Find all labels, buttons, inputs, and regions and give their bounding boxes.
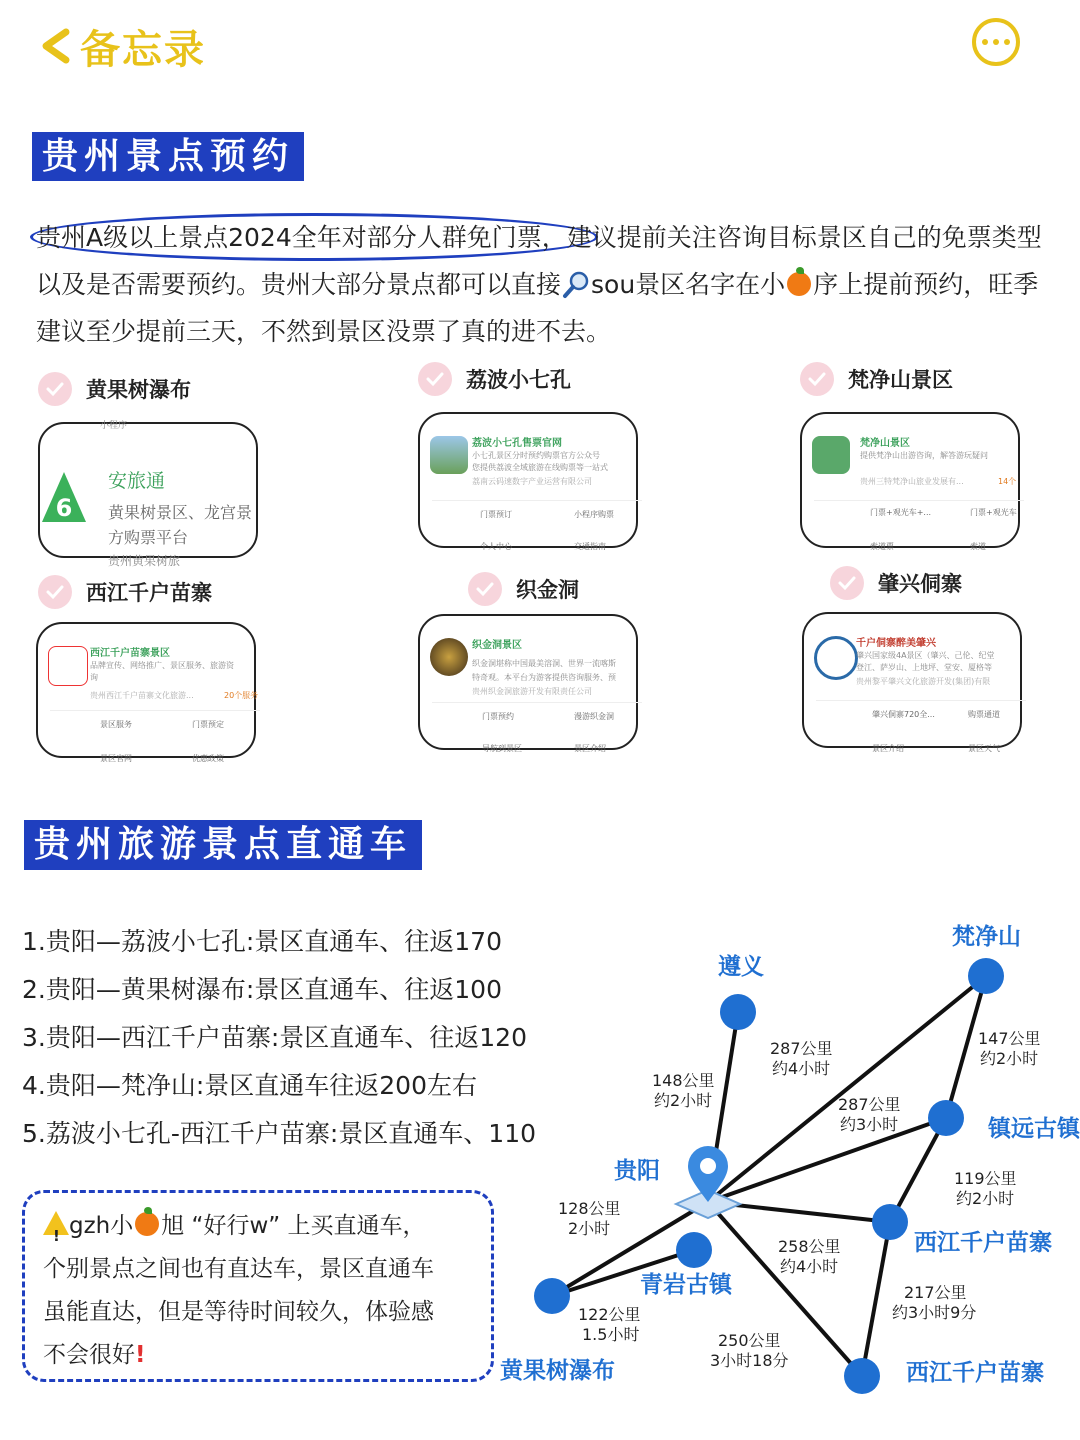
svg-text:122公里: 122公里 <box>578 1305 641 1324</box>
zhaoxing-logo <box>814 636 858 680</box>
check-icon <box>38 575 72 609</box>
card-button[interactable]: 肇兴侗寨720全... <box>872 710 935 719</box>
svg-text:148公里: 148公里 <box>652 1071 715 1090</box>
card-button[interactable]: 门票预约 <box>482 712 514 721</box>
svg-text:6: 6 <box>55 494 73 522</box>
miniapp-card-xijiang[interactable]: 西江千户苗寨景区 品牌宣传、网络推广、景区服务、旅游资 询 贵州西江千户苗寨文化旅游... 20个服务 景区服务 门票预定 景区官网 优惠政策 <box>36 622 256 758</box>
svg-text:258公里: 258公里 <box>778 1237 841 1256</box>
section-title-reservation: 贵州景点预约 <box>32 132 304 181</box>
svg-text:128公里: 128公里 <box>558 1199 621 1218</box>
svg-text:147公里: 147公里 <box>978 1029 1041 1048</box>
svg-text:约2小时: 约2小时 <box>654 1091 713 1110</box>
list-item: 2.贵阳—黄果树瀑布:景区直通车、往返100 <box>22 975 502 1004</box>
city-label: 贵阳 <box>614 1158 660 1184</box>
card-button[interactable]: 景区介绍 <box>574 744 606 753</box>
miniapp-card-zhaoxing[interactable]: 千户侗寨醉美肇兴 肇兴国家级4A景区（肇兴、己伦、纪堂 登江、萨岁山、上地坪、堂安、厦格等 贵州黎平肇兴文化旅游开发(集团)有限 肇兴侗寨720全... 购票通道 景区介绍 景区天气 <box>802 612 1022 748</box>
svg-text:约4小时: 约4小时 <box>780 1257 839 1276</box>
top-bar <box>0 0 1080 100</box>
svg-text:250公里: 250公里 <box>718 1331 781 1350</box>
svg-text:287公里: 287公里 <box>770 1039 833 1058</box>
card-button[interactable]: 景区官网 <box>100 754 132 763</box>
card-button[interactable]: 优惠政策 <box>192 754 224 763</box>
card-button[interactable]: 索道票 <box>870 542 894 551</box>
card-button[interactable]: 门票+观光车 <box>970 508 1017 517</box>
spot-xijiang <box>38 575 212 609</box>
spot-zhijindong <box>468 572 579 606</box>
miniapp-card-zhijindong[interactable]: 织金洞景区 织金洞堪称中国最美溶洞、世界一流喀斯 特奇观。本平台为游客提供咨询服务、预 贵州织金洞旅游开发有限责任公司 门票预约 漫游织金洞 导航到景区 景区介绍 <box>418 614 638 750</box>
card-button[interactable]: 景区介绍 <box>872 744 904 753</box>
city-node <box>844 1358 880 1394</box>
intro-paragraph: 贵州A级以上景点2024全年对部分人群免门票，建议提前关注咨询目标景区自己的免票类型以及是否需要预约。贵州大部分景点都可以直接 sou景区名字在小 序上提前预约，旺季建议至少提前三天，不然到景区没票了真的进不去。 <box>36 223 1042 346</box>
spot-huangguoshu <box>38 372 191 406</box>
route-map <box>490 900 1080 1420</box>
svg-text:287公里: 287公里 <box>838 1095 901 1114</box>
svg-text:1.5小时: 1.5小时 <box>582 1325 640 1344</box>
spot-name: 黄果树瀑布 <box>86 378 191 402</box>
card-button[interactable]: 景区服务 <box>100 720 132 729</box>
list-item: 4.贵阳—梵净山:景区直通车往返200左右 <box>22 1071 477 1100</box>
svg-text:约4小时: 约4小时 <box>772 1059 831 1078</box>
libo-logo <box>430 436 468 474</box>
tip-box: !gzh小 旭 “好行w” 上买直通车， 个别景点之间也有直达车，景区直通车 虽能直达，但是等待时间较久，体验感 不会很好! <box>22 1190 494 1382</box>
back-button[interactable] <box>36 18 206 74</box>
svg-text:约3小时: 约3小时 <box>840 1115 899 1134</box>
svg-text:3小时18分: 3小时18分 <box>710 1351 789 1370</box>
spot-fanjingshan <box>800 362 953 396</box>
svg-text:217公里: 217公里 <box>904 1283 967 1302</box>
city-label: 黄果树瀑布 <box>500 1358 615 1384</box>
city-node <box>720 994 756 1030</box>
city-label: 青岩古镇 <box>640 1272 732 1298</box>
list-item: 5.荔波小七孔-西江千户苗寨:景区直通车、110 <box>22 1119 537 1148</box>
svg-text:119公里: 119公里 <box>954 1169 1017 1188</box>
list-item: 3.贵阳—西江千户苗寨:景区直通车、往返120 <box>22 1023 527 1052</box>
city-label: 西江千户苗寨 <box>914 1230 1052 1256</box>
svg-text:约3小时9分: 约3小时9分 <box>892 1303 977 1322</box>
check-icon <box>468 572 502 606</box>
spot-name: 梵净山景区 <box>848 368 953 392</box>
city-node <box>872 1204 908 1240</box>
exclamation-icon: ! <box>135 1342 146 1368</box>
miniapp-card-fanjingshan[interactable]: 梵净山景区 提供梵净山出游咨询，解答游玩疑问 贵州三特梵净山旅业发展有... 14个 门票+观光车+... 门票+观光车 索道票 索道 <box>800 412 1020 548</box>
card-button[interactable]: 漫游织金洞 <box>574 712 614 721</box>
card-button[interactable]: 小程序购票 <box>574 510 614 519</box>
orange-icon <box>135 1212 159 1236</box>
page-title: 备忘录 <box>80 26 206 73</box>
svg-text:约2小时: 约2小时 <box>956 1189 1015 1208</box>
card-button[interactable]: 交通指南 <box>574 542 606 551</box>
city-node <box>968 958 1004 994</box>
spot-name: 荔波小七孔 <box>466 368 571 392</box>
spot-name: 肇兴侗寨 <box>878 572 962 596</box>
zhijindong-logo <box>430 638 468 676</box>
chevron-left-icon <box>36 26 76 66</box>
card-button[interactable]: 景区天气 <box>968 744 1000 753</box>
card-button[interactable]: 购票通道 <box>968 710 1000 719</box>
spot-name: 织金洞 <box>516 578 579 602</box>
xijiang-logo <box>48 646 88 686</box>
check-icon <box>418 362 452 396</box>
city-label: 镇远古镇 <box>988 1116 1080 1142</box>
city-label: 梵净山 <box>952 924 1021 950</box>
check-icon <box>830 566 864 600</box>
spot-zhaoxing <box>830 566 962 600</box>
anlvtong-logo <box>40 470 88 524</box>
warning-icon <box>43 1211 69 1235</box>
card-button[interactable]: 门票预订 <box>480 510 512 519</box>
card-button[interactable]: 个人中心 <box>480 542 512 551</box>
city-node <box>534 1278 570 1314</box>
card-button[interactable]: 导航到景区 <box>482 744 522 753</box>
svg-text:约2小时: 约2小时 <box>980 1049 1039 1068</box>
check-icon <box>800 362 834 396</box>
city-node <box>676 1232 712 1268</box>
miniapp-card-huangguoshu[interactable]: 小程序 6 安旅通 黄果树景区、龙宫景 方购票平台 贵州黄果树旅 <box>38 422 258 558</box>
card-title: 安旅通 <box>108 470 166 492</box>
city-label: 西江千户苗寨 <box>906 1360 1044 1386</box>
spot-libo <box>418 362 571 396</box>
orange-icon <box>787 272 811 296</box>
list-item: 1.贵阳—荔波小七孔:景区直通车、往返170 <box>22 927 502 956</box>
miniapp-card-libo[interactable]: 荔波小七孔售票官网 小七孔景区分时预约购票官方公众号 您提供荔波全域旅游在线购票等一站式 荔南云码速数字产业运营有限公司 门票预订 小程序购票 个人中心 交通指南 <box>418 412 638 548</box>
card-button[interactable]: 门票预定 <box>192 720 224 729</box>
spot-name: 西江千户苗寨 <box>86 581 212 605</box>
fanjingshan-logo <box>812 436 850 474</box>
route-list <box>22 918 536 1158</box>
card-button[interactable]: 门票+观光车+... <box>870 508 932 517</box>
svg-text:2小时: 2小时 <box>568 1219 611 1238</box>
check-icon <box>38 372 72 406</box>
more-icon[interactable] <box>972 18 1020 66</box>
section-title-shuttle: 贵州旅游景点直通车 <box>24 820 422 870</box>
city-label: 遵义 <box>718 954 764 980</box>
city-node <box>928 1100 964 1136</box>
magnifier-icon <box>561 269 591 299</box>
card-button[interactable]: 索道 <box>970 542 986 551</box>
